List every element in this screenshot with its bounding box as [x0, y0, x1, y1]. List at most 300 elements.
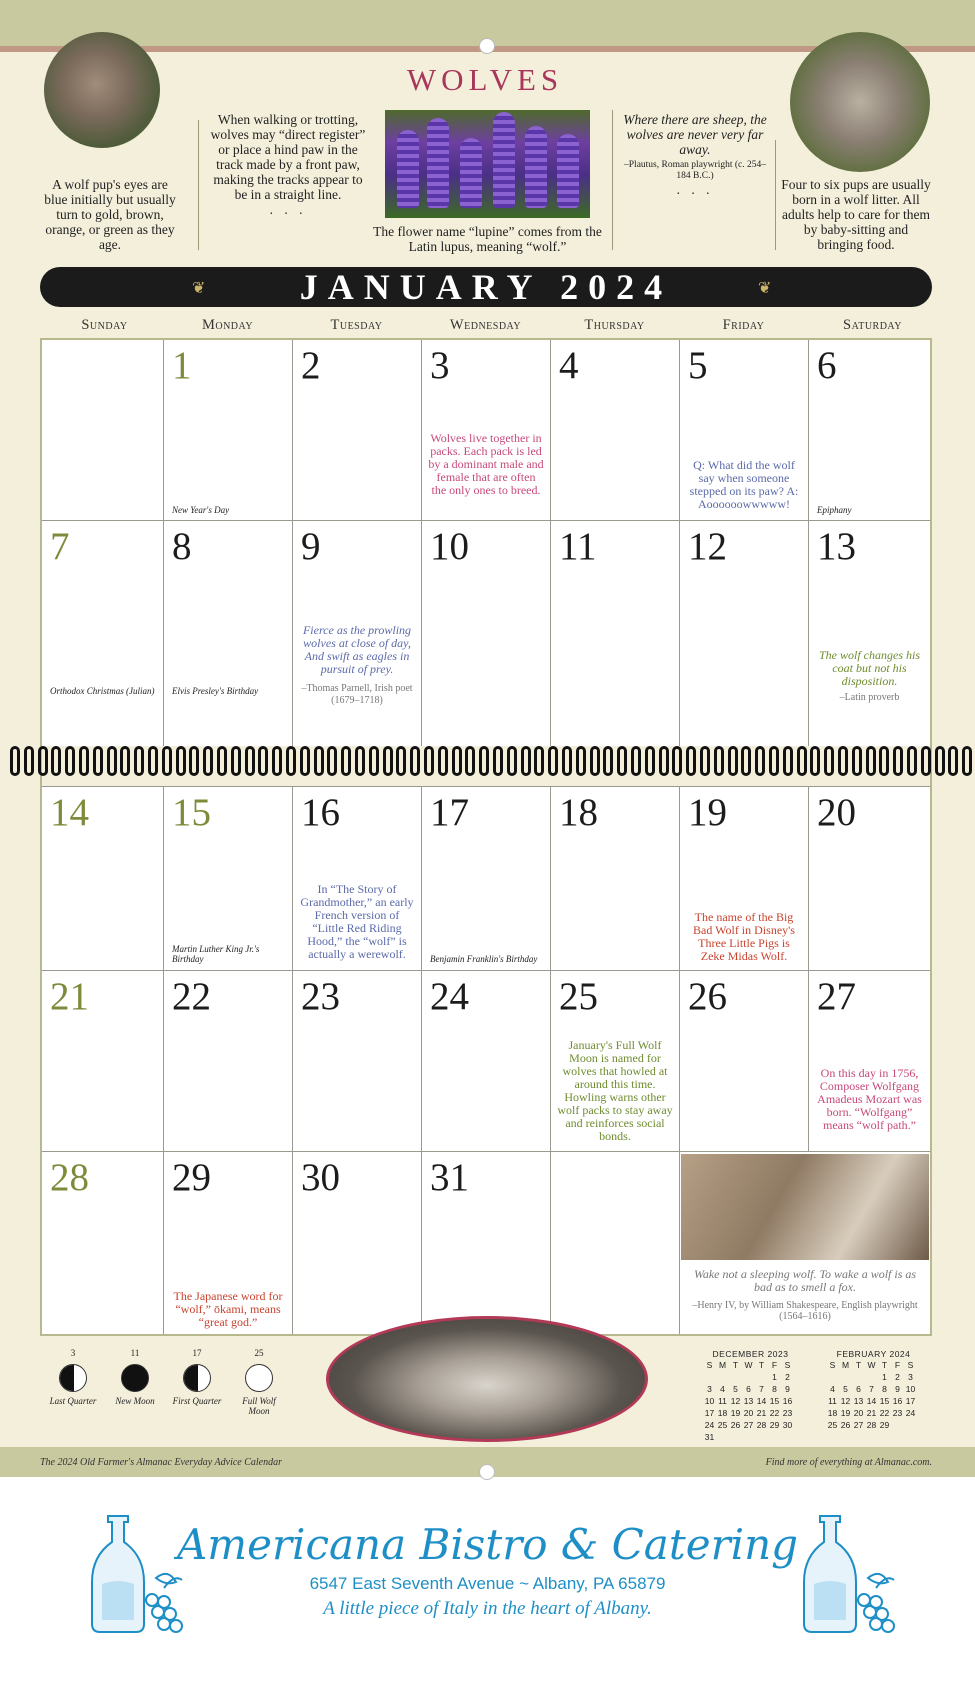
- mini-calendar-day: 6: [856, 1384, 861, 1394]
- day-cell[interactable]: [163, 340, 292, 521]
- day-cell[interactable]: [292, 1151, 421, 1334]
- spiral-coil: [162, 746, 172, 776]
- day-cell[interactable]: [163, 970, 292, 1151]
- mini-calendar-day: [755, 1371, 768, 1383]
- mini-calendar-day: 24: [905, 1408, 916, 1418]
- day-number: 14: [50, 791, 89, 834]
- spiral-coil: [893, 746, 903, 776]
- mini-calendar-day: [716, 1431, 729, 1443]
- separator: [612, 110, 613, 250]
- spiral-coil: [38, 746, 48, 776]
- spiral-coil: [590, 746, 600, 776]
- spiral-coil: [921, 746, 931, 776]
- day-cell[interactable]: [679, 970, 808, 1151]
- spiral-coil: [686, 746, 696, 776]
- spiral-coil: [534, 746, 544, 776]
- mini-calendar-day: 20: [853, 1408, 864, 1418]
- mini-calendar-day: 29: [879, 1420, 890, 1430]
- day-cell[interactable]: [679, 340, 808, 521]
- mini-calendar-weekday: S: [829, 1360, 836, 1370]
- mini-calendar-day: 9: [785, 1384, 790, 1394]
- spiral-coil: [148, 746, 158, 776]
- spiral-coil: [700, 746, 710, 776]
- day-note: The name of the Big Bad Wolf in Disney's Three Little Pigs is Zeke Midas Wolf.: [693, 910, 795, 963]
- spiral-coil: [396, 746, 406, 776]
- moon-phase-date: 11: [130, 1348, 140, 1358]
- day-cell[interactable]: [421, 520, 550, 746]
- day-number: 29: [172, 1156, 211, 1199]
- mini-calendar-day: 18: [827, 1408, 838, 1418]
- day-cell-empty: [42, 340, 163, 521]
- mini-calendar-week: [703, 1431, 798, 1443]
- mini-calendar-day: [742, 1371, 755, 1383]
- mini-calendar-day: 11: [828, 1396, 837, 1406]
- mini-calendar-day: 20: [743, 1408, 754, 1418]
- mini-calendar-day: [826, 1371, 839, 1383]
- mini-calendar-weekday-row: [703, 1359, 798, 1371]
- mini-calendar-day: 3: [707, 1384, 712, 1394]
- spiral-coil: [659, 746, 669, 776]
- day-cell[interactable]: [550, 970, 679, 1151]
- mini-calendar-weekday: S: [706, 1360, 713, 1370]
- day-number: 30: [301, 1156, 340, 1199]
- mini-calendar-weekday-row: [826, 1359, 921, 1371]
- day-cell[interactable]: [808, 340, 930, 521]
- lupine-photo: [385, 110, 590, 218]
- mini-calendar-week: [703, 1371, 798, 1383]
- day-note: Q: What did the wolf say when someone stepped on its paw? A: Aoooooowwwww!: [689, 458, 799, 511]
- spiral-coil: [452, 746, 462, 776]
- spiral-coil: [369, 746, 379, 776]
- holiday-label: Orthodox Christmas (Julian): [50, 686, 155, 696]
- mini-calendar-day: 12: [840, 1396, 851, 1406]
- mini-calendar-weekday: M: [841, 1360, 850, 1370]
- sleeping-wolf-quote-attribution: –Henry IV, by William Shakespeare, English playwright (1564–1616): [692, 1300, 918, 1322]
- mini-calendar-day: [781, 1431, 794, 1443]
- separator: [198, 120, 199, 250]
- spiral-coil: [866, 746, 876, 776]
- day-note: On this day in 1756, Composer Wolfgang Amadeus Mozart was born. “Wolfgang” means “wolf path.”: [817, 1066, 922, 1132]
- weekday-wednesday: Wednesday: [449, 317, 522, 333]
- day-number: 8: [172, 525, 192, 568]
- day-cell[interactable]: [42, 1151, 163, 1334]
- spiral-coil: [217, 746, 227, 776]
- hanging-hole: [479, 1464, 495, 1480]
- day-number: 13: [817, 525, 856, 568]
- leaf-ornament-icon: ❦: [192, 280, 206, 297]
- spiral-coil: [286, 746, 296, 776]
- mini-calendar-day: 31: [704, 1432, 715, 1442]
- day-cell[interactable]: [550, 340, 679, 521]
- mini-calendar-day: 26: [730, 1420, 741, 1430]
- spiral-coil: [341, 746, 351, 776]
- mini-calendar-day: 23: [782, 1408, 793, 1418]
- spiral-coil: [562, 746, 572, 776]
- mini-calendar-week: [703, 1383, 798, 1395]
- spiral-coil: [134, 746, 144, 776]
- mini-calendar-day: 1: [882, 1372, 887, 1382]
- spiral-coil: [962, 746, 972, 776]
- day-number: 20: [817, 791, 856, 834]
- day-number: 5: [688, 344, 708, 387]
- mini-calendar-week: [703, 1407, 798, 1419]
- spiral-coil: [314, 746, 324, 776]
- spiral-coil: [10, 746, 20, 776]
- ellipsis: . . .: [269, 202, 307, 217]
- spiral-coil: [51, 746, 61, 776]
- day-cell[interactable]: [550, 786, 679, 970]
- spiral-coil: [65, 746, 75, 776]
- mini-calendar-day: 9: [895, 1384, 900, 1394]
- day-number: 27: [817, 975, 856, 1018]
- spiral-coil: [879, 746, 889, 776]
- mini-calendar-day: [852, 1371, 865, 1383]
- day-note: The Japanese word for “wolf,” ōkami, means “great god.”: [173, 1289, 283, 1329]
- day-note-attribution: –Thomas Parnell, Irish poet (1679–1718): [301, 683, 413, 706]
- spiral-coil: [465, 746, 475, 776]
- mini-calendar-day: [729, 1431, 742, 1443]
- day-number: 25: [559, 975, 598, 1018]
- sheep-quote-attribution: –Plautus, Roman playwright (c. 254–184 B.C.): [624, 160, 766, 181]
- day-cell[interactable]: [421, 970, 550, 1151]
- day-cell[interactable]: [292, 520, 421, 746]
- spiral-coil: [355, 746, 365, 776]
- mini-calendar-day: 17: [704, 1408, 715, 1418]
- holiday-label: Elvis Presley's Birthday: [172, 686, 259, 696]
- mini-calendar-day: 25: [827, 1420, 838, 1430]
- spiral-coil: [424, 746, 434, 776]
- day-number: 6: [817, 344, 837, 387]
- spiral-coil: [714, 746, 724, 776]
- spiral-coil: [603, 746, 613, 776]
- weekday-friday: Friday: [722, 317, 765, 333]
- spiral-coil: [272, 746, 282, 776]
- day-cell[interactable]: [421, 340, 550, 521]
- mini-calendar-day: 30: [782, 1420, 793, 1430]
- mini-calendar-day: 15: [879, 1396, 890, 1406]
- mini-calendar-day: 2: [895, 1372, 900, 1382]
- spiral-coil: [189, 746, 199, 776]
- spiral-coil: [797, 746, 807, 776]
- day-number: 9: [301, 525, 321, 568]
- day-number: 11: [559, 525, 597, 568]
- spiral-coil: [769, 746, 779, 776]
- mini-calendar-day: 25: [717, 1420, 728, 1430]
- mini-calendar-title: FEBRUARY 2024: [836, 1349, 911, 1359]
- spiral-coil: [93, 746, 103, 776]
- mini-calendar-day: 7: [759, 1384, 764, 1394]
- mini-calendar-day: 21: [866, 1408, 877, 1418]
- mini-calendar-day: [755, 1431, 768, 1443]
- leaf-ornament-icon: ❦: [758, 280, 772, 297]
- day-cell[interactable]: [808, 970, 930, 1151]
- day-note: The wolf changes his coat but not his disposition.: [819, 648, 920, 688]
- mini-calendar-day: [891, 1419, 904, 1431]
- weekday-thursday: Thursday: [584, 317, 645, 333]
- spiral-coil: [521, 746, 531, 776]
- first-quarter-moon-icon: [183, 1364, 211, 1392]
- mini-calendar-week: [826, 1407, 921, 1419]
- spiral-coil: [245, 746, 255, 776]
- mini-calendar-weekday: F: [771, 1360, 778, 1370]
- mini-calendar-february: [826, 1349, 921, 1431]
- mini-calendar-day: 4: [720, 1384, 725, 1394]
- mini-calendar-day: 8: [772, 1384, 777, 1394]
- spiral-coil: [935, 746, 945, 776]
- moon-phase-label: First Quarter: [172, 1396, 222, 1406]
- spiral-coil: [79, 746, 89, 776]
- spiral-coil: [383, 746, 393, 776]
- spiral-coil: [327, 746, 337, 776]
- mini-calendar-day: 5: [733, 1384, 738, 1394]
- day-cell[interactable]: [679, 520, 808, 746]
- moon-phase-date: 25: [254, 1348, 264, 1358]
- new-moon-icon: [121, 1364, 149, 1392]
- spiral-coil: [107, 746, 117, 776]
- litter-fact: Four to six pups are usually born in a wolf litter. All adults help to care for them by baby-sitting and bringing food.: [781, 177, 931, 252]
- mini-calendar-day: 1: [772, 1372, 777, 1382]
- weekday-tuesday: Tuesday: [330, 317, 383, 333]
- mini-calendar-weekday: W: [867, 1360, 876, 1370]
- day-cell[interactable]: [163, 520, 292, 746]
- mini-calendar-week: [826, 1395, 921, 1407]
- spiral-binding: [0, 746, 975, 778]
- day-number: 12: [688, 525, 727, 568]
- day-note: Wolves live together in packs. Each pack is led by a dominant male and female that are often the only ones to breed.: [428, 431, 544, 497]
- footer-credit: The 2024 Old Farmer's Almanac Everyday Advice Calendar: [40, 1457, 283, 1468]
- spiral-coil: [493, 746, 503, 776]
- mini-calendar-day: 21: [756, 1408, 767, 1418]
- day-cell[interactable]: [550, 520, 679, 746]
- day-note: Fierce as the prowling wolves at close of day, And swift as eagles in pursuit of prey.: [302, 623, 412, 676]
- spiral-coil: [810, 746, 820, 776]
- mini-calendar-day: 13: [743, 1396, 754, 1406]
- holiday-label: New Year's Day: [172, 505, 230, 515]
- moon-phase-label: Full Wolf Moon: [242, 1396, 276, 1416]
- spiral-coil: [258, 746, 268, 776]
- day-number: 3: [430, 344, 450, 387]
- spiral-coil: [631, 746, 641, 776]
- moon-phase-date: 3: [70, 1348, 76, 1358]
- mini-calendar-day: 18: [717, 1408, 728, 1418]
- weekday-sunday: Sunday: [81, 317, 128, 333]
- day-number: 16: [301, 791, 340, 834]
- mini-calendar-day: 28: [866, 1420, 877, 1430]
- mini-calendar-day: [703, 1371, 716, 1383]
- advertiser-name: Americana Bistro & Catering: [176, 1520, 799, 1569]
- mini-calendar-december: [703, 1349, 798, 1443]
- footer-website: Find more of everything at Almanac.com.: [765, 1457, 932, 1468]
- mini-calendar-day: 15: [769, 1396, 780, 1406]
- day-note: In “The Story of Grandmother,” an early French version of “Little Red Riding Hood,” the “wolf” is actually a werewolf.: [300, 882, 414, 961]
- day-number: 17: [430, 791, 469, 834]
- mini-calendar-weekday: S: [784, 1360, 791, 1370]
- walking-fact: [208, 112, 368, 217]
- day-number: 22: [172, 975, 211, 1018]
- day-number: 19: [688, 791, 727, 834]
- mini-calendar-day: [904, 1419, 917, 1431]
- mini-calendar-day: 14: [866, 1396, 877, 1406]
- mini-calendar-day: 4: [830, 1384, 835, 1394]
- day-cell[interactable]: [421, 786, 550, 970]
- day-number: 15: [172, 791, 211, 834]
- sleeping-wolf-quote: Wake not a sleeping wolf. To wake a wolf is as bad as to smell a fox.: [693, 1267, 917, 1294]
- page-title: WOLVES: [406, 62, 564, 97]
- pup-eyes-fact: A wolf pup's eyes are blue initially but usually turn to gold, brown, orange, or green as they age.: [44, 177, 176, 252]
- mini-calendar-day: [865, 1371, 878, 1383]
- mini-calendar-week: [826, 1371, 921, 1383]
- day-cell[interactable]: [42, 786, 163, 970]
- day-number: 23: [301, 975, 340, 1018]
- mini-calendar-weekday: F: [894, 1360, 901, 1370]
- mini-calendar-day: [742, 1431, 755, 1443]
- spiral-coil: [755, 746, 765, 776]
- mini-calendar-title: DECEMBER 2023: [712, 1349, 789, 1359]
- hanging-hole: [479, 38, 495, 54]
- mini-calendar-day: 28: [756, 1420, 767, 1430]
- mini-calendar-week: [826, 1419, 921, 1431]
- spiral-coil: [838, 746, 848, 776]
- spiral-coil: [907, 746, 917, 776]
- day-cell[interactable]: [42, 520, 163, 746]
- spiral-coil: [410, 746, 420, 776]
- day-number: 2: [301, 344, 321, 387]
- day-cell[interactable]: [292, 786, 421, 970]
- day-number: 4: [559, 344, 579, 387]
- mini-calendar-day: 7: [869, 1384, 874, 1394]
- mini-calendar-week: [826, 1383, 921, 1395]
- spiral-coil: [507, 746, 517, 776]
- mini-calendar-day: 16: [782, 1396, 793, 1406]
- advertiser-tagline: A little piece of Italy in the heart of Albany.: [323, 1598, 652, 1619]
- mini-calendar-weekday: T: [732, 1360, 739, 1370]
- mini-calendar-day: 19: [730, 1408, 741, 1418]
- spiral-coil: [672, 746, 682, 776]
- mini-calendar-day: 23: [892, 1408, 903, 1418]
- day-cell[interactable]: [292, 340, 421, 521]
- mini-calendar-day: 16: [892, 1396, 903, 1406]
- mini-calendar-day: 22: [769, 1408, 780, 1418]
- mini-calendar-day: 11: [718, 1396, 727, 1406]
- day-cell[interactable]: [679, 786, 808, 970]
- mini-calendar-weekday: S: [907, 1360, 914, 1370]
- mini-calendar-day: 19: [840, 1408, 851, 1418]
- sleeping-wolf-photo: [681, 1154, 929, 1260]
- day-cell[interactable]: [808, 786, 930, 970]
- spiral-coil: [203, 746, 213, 776]
- mini-calendar-weekday: M: [718, 1360, 727, 1370]
- day-number: 18: [559, 791, 598, 834]
- day-cell[interactable]: [292, 970, 421, 1151]
- spiral-coil: [548, 746, 558, 776]
- day-number: 21: [50, 975, 89, 1018]
- spiral-coil: [479, 746, 489, 776]
- mini-calendar-day: 17: [905, 1396, 916, 1406]
- mini-calendar-day: 12: [730, 1396, 741, 1406]
- separator: [775, 140, 776, 250]
- day-number: 7: [50, 525, 70, 568]
- spiral-coil: [300, 746, 310, 776]
- spiral-coil: [824, 746, 834, 776]
- spiral-coil: [645, 746, 655, 776]
- holiday-label: Martin Luther King Jr.'s Birthday: [172, 944, 260, 964]
- day-cell[interactable]: [421, 1151, 550, 1334]
- ellipsis: . . .: [676, 182, 714, 197]
- spiral-coil: [120, 746, 130, 776]
- spiral-coil: [176, 746, 186, 776]
- day-note: January's Full Wolf Moon is named for wolves that howled at around this time. Howling warns other wolf packs to stay away and reinforces social bonds.: [557, 1038, 673, 1143]
- lupine-fact: The flower name “lupine” comes from the Latin lupus, meaning “wolf.”: [373, 224, 602, 254]
- mini-calendar-day: 29: [769, 1420, 780, 1430]
- mini-calendar-day: [768, 1431, 781, 1443]
- day-number: 1: [172, 344, 192, 387]
- mini-calendar-day: 22: [879, 1408, 890, 1418]
- mini-calendar-day: 8: [882, 1384, 887, 1394]
- moon-phase-label: Last Quarter: [49, 1396, 97, 1406]
- sheep-quote-text: Where there are sheep, the wolves are never very far away.: [623, 112, 767, 157]
- weekday-saturday: Saturday: [843, 317, 902, 333]
- mini-calendar-weekday: T: [855, 1360, 862, 1370]
- mini-calendar-weekday: W: [744, 1360, 753, 1370]
- wolf-pup-photo: [44, 32, 160, 148]
- moon-phase-label: New Moon: [115, 1396, 155, 1406]
- day-cell-empty: [550, 1151, 679, 1334]
- full-moon-icon: [245, 1364, 273, 1392]
- mini-calendar-day: 10: [704, 1396, 715, 1406]
- mini-calendar-day: 3: [908, 1372, 913, 1382]
- mini-calendar-day: 2: [785, 1372, 790, 1382]
- mini-calendar-day: 27: [853, 1420, 864, 1430]
- mini-calendar-day: 5: [843, 1384, 848, 1394]
- day-cell[interactable]: [163, 1151, 292, 1334]
- last-quarter-moon-icon: [59, 1364, 87, 1392]
- spiral-coil: [24, 746, 34, 776]
- mini-calendar-day: 26: [840, 1420, 851, 1430]
- day-number: 28: [50, 1156, 89, 1199]
- two-wolves-photo: [326, 1316, 648, 1442]
- day-cell[interactable]: [42, 970, 163, 1151]
- spiral-coil: [852, 746, 862, 776]
- spiral-coil: [617, 746, 627, 776]
- mini-calendar-day: 13: [853, 1396, 864, 1406]
- day-cell[interactable]: [808, 520, 930, 746]
- mini-calendar-day: 10: [905, 1384, 916, 1394]
- spiral-coil: [728, 746, 738, 776]
- day-cell[interactable]: [163, 786, 292, 970]
- spiral-coil: [231, 746, 241, 776]
- spiral-coil: [783, 746, 793, 776]
- mini-calendar-day: 27: [743, 1420, 754, 1430]
- mini-calendar-day: [839, 1371, 852, 1383]
- holiday-label: Benjamin Franklin's Birthday: [430, 954, 538, 964]
- mini-calendar-day: 14: [756, 1396, 767, 1406]
- weekday-monday: Monday: [201, 317, 254, 333]
- month-title: JANUARY 2024: [299, 267, 673, 307]
- mini-calendar-day: 24: [704, 1420, 715, 1430]
- mini-calendar-week: [703, 1395, 798, 1407]
- mini-calendar-day: [716, 1371, 729, 1383]
- advertiser-address: 6547 East Seventh Avenue ~ Albany, PA 65879: [309, 1574, 666, 1593]
- mini-calendar-weekday: T: [758, 1360, 765, 1370]
- wolf-pack-photo: [790, 32, 930, 172]
- spiral-coil: [948, 746, 958, 776]
- walking-fact-text: When walking or trotting, wolves may “direct register” or place a hind paw in the track made by a front paw, making the tracks appear to be in a straight line.: [210, 112, 366, 202]
- spiral-coil: [741, 746, 751, 776]
- day-number: 24: [430, 975, 469, 1018]
- day-number: 10: [430, 525, 469, 568]
- mini-calendar-week: [703, 1419, 798, 1431]
- sheep-quote: [620, 112, 770, 197]
